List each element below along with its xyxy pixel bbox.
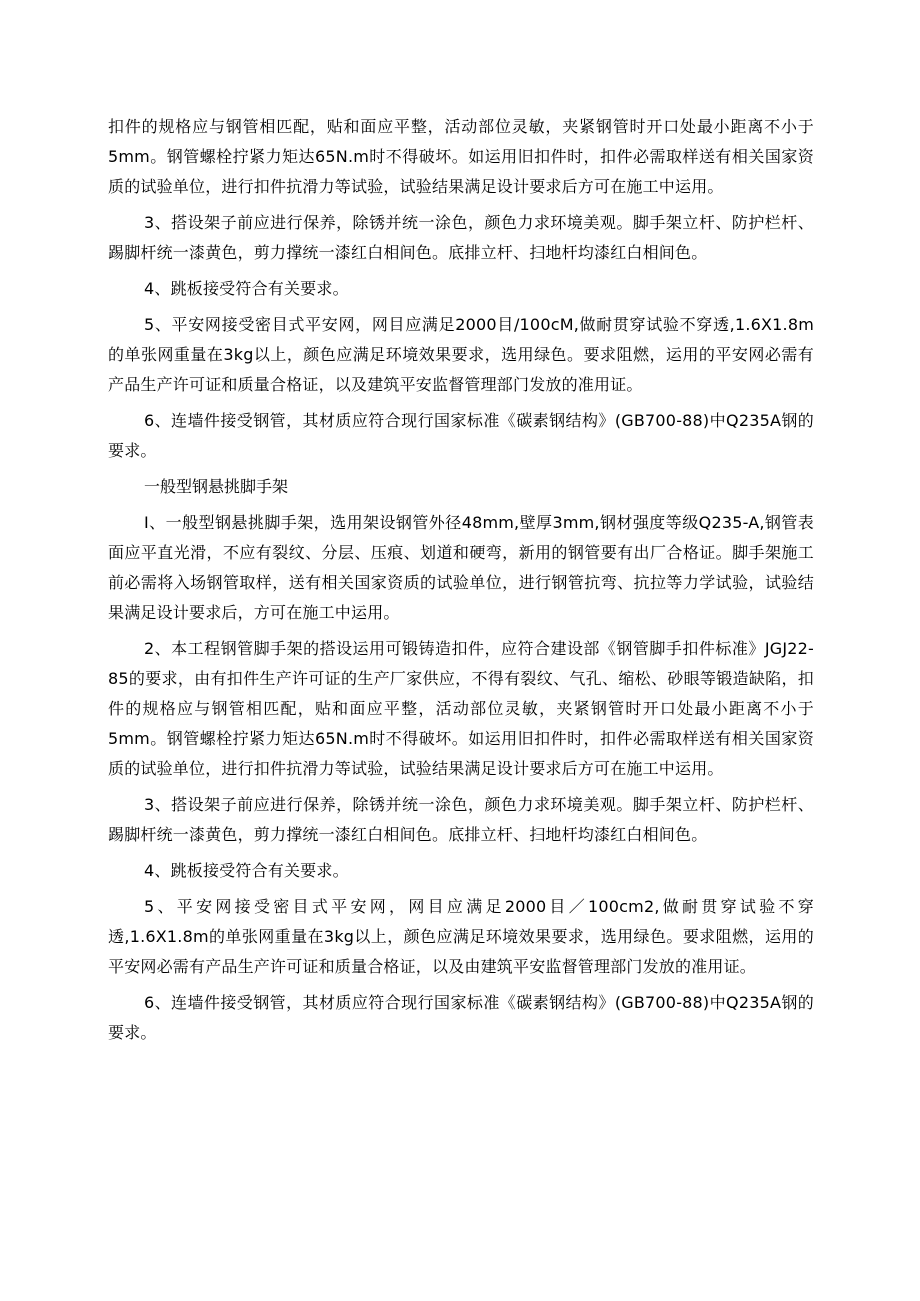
paragraph-scaffold-board: 4、跳板接受符合有关要求。 — [144, 279, 349, 298]
paragraph-steel-pipe: I、一般型钢悬挑脚手架，选用架设钢管外径48mm,壁厚3mm,钢材强度等级Q235-A,钢管表面应平直光滑，不应有裂纹、分层、压痕、划道和硬弯，新用的钢管要有出厂合格证。脚手架施工前必需将入场钢管取样，送有相关国家资质的试验单位，进行钢管抗弯、抗拉等力学试验，试验结果满足设计要求后，方可在施工中运用。 — [108, 513, 814, 622]
paragraph-wall-tie-2: 6、连墙件接受钢管，其材质应符合现行国家标准《碳素钢结构》(GB700-88)中Q235A钢的要求。 — [108, 993, 814, 1042]
document-body — [108, 112, 814, 1048]
paragraph-safety-net: 5、平安网接受密目式平安网，网目应满足2000目/100cM,做耐贯穿试验不穿透,1.6X1.8m的单张网重量在3kg以上，颜色应满足环境效果要求，选用绿色。要求阻燃，运用的平安网必需有产品生产许可证和质量合格证，以及建筑平安监督管理部门发放的准用证。 — [108, 315, 814, 394]
section-heading: 一般型钢悬挑脚手架 — [144, 477, 289, 496]
paragraph-fastener: 2、本工程钢管脚手架的搭设运用可锻铸造扣件，应符合建设部《钢管脚手扣件标准》JGJ22-85的要求，由有扣件生产许可证的生产厂家供应，不得有裂纹、气孔、缩松、砂眼等锻造缺陷，扣件的规格应与钢管相匹配，贴和面应平整，活动部位灵敏，夹紧钢管时开口处最小距离不小于5mm。钢管螺栓拧紧力矩达65N.m时不得破坏。如运用旧扣件时，扣件必需取样送有相关国家资质的试验单位，进行扣件抗滑力等试验，试验结果满足设计要求后方可在施工中运用。 — [108, 639, 814, 778]
paragraph-painting: 3、搭设架子前应进行保养，除锈并统一涂色，颜色力求环境美观。脚手架立杆、防护栏杆、踢脚杆统一漆黄色，剪力撑统一漆红白相间色。底排立杆、扫地杆均漆红白相间色。 — [108, 213, 814, 262]
paragraph-scaffold-board-2: 4、跳板接受符合有关要求。 — [144, 861, 349, 880]
paragraph-safety-net-2: 5、平安网接受密目式平安网，网目应满足2000目／100cm2,做耐贯穿试验不穿透,1.6X1.8m的单张网重量在3kg以上，颜色应满足环境效果要求，选用绿色。要求阻燃，运用的平安网必需有产品生产许可证和质量合格证，以及由建筑平安监督管理部门发放的准用证。 — [108, 897, 814, 976]
paragraph-wall-tie: 6、连墙件接受钢管，其材质应符合现行国家标准《碳素钢结构》(GB700-88)中Q235A钢的要求。 — [108, 411, 814, 460]
paragraph-fastener-spec-continued: 扣件的规格应与钢管相匹配，贴和面应平整，活动部位灵敏，夹紧钢管时开口处最小距离不小于5mm。钢管螺栓拧紧力矩达65N.m时不得破坏。如运用旧扣件时，扣件必需取样送有相关国家资质的试验单位，进行扣件抗滑力等试验，试验结果满足设计要求后方可在施工中运用。 — [108, 117, 814, 196]
paragraph-painting-2: 3、搭设架子前应进行保养，除锈并统一涂色，颜色力求环境美观。脚手架立杆、防护栏杆、踢脚杆统一漆黄色，剪力撑统一漆红白相间色。底排立杆、扫地杆均漆红白相间色。 — [108, 795, 814, 844]
